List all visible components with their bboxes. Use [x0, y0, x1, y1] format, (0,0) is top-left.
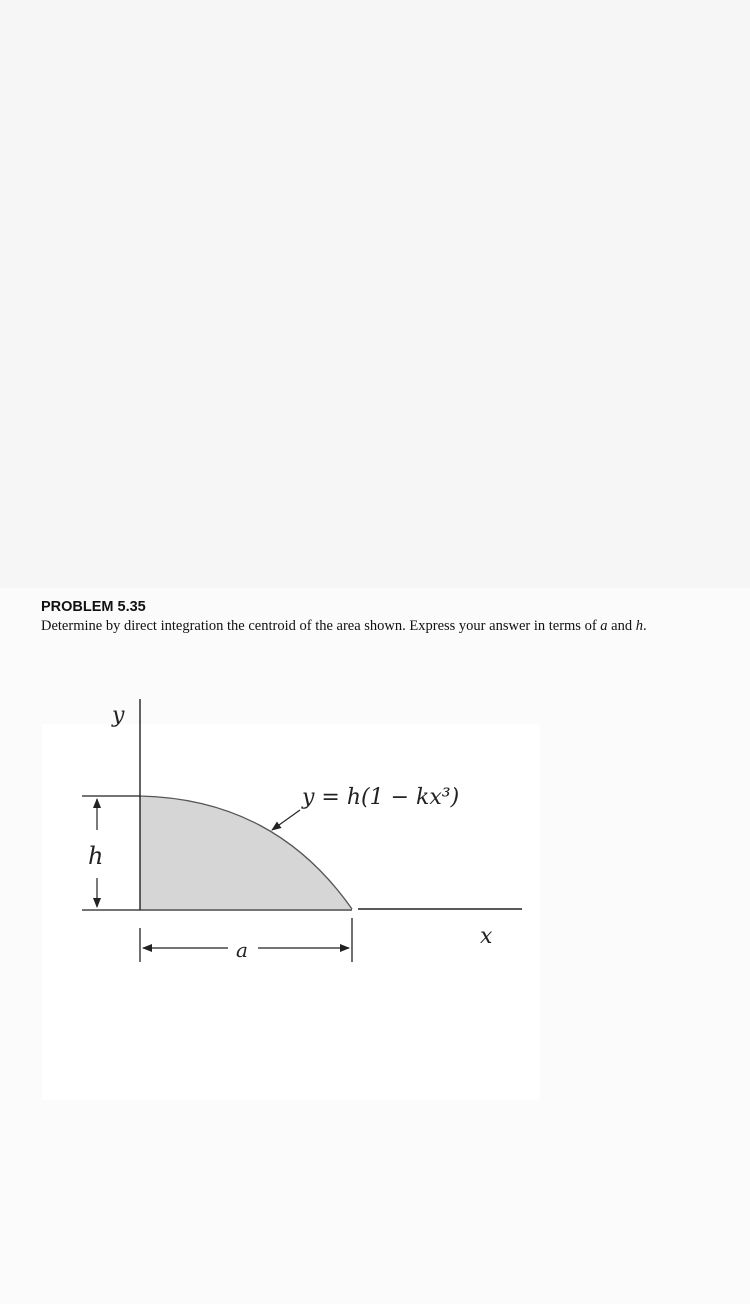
statement-text-middle: and	[607, 618, 636, 634]
y-axis-label: y	[112, 703, 125, 728]
statement-var-a: a	[600, 618, 608, 634]
statement-text-start: Determine by direct integration the centroid of the area shown. Express your answer in terms of	[41, 618, 601, 634]
x-axis-label: x	[480, 924, 493, 949]
curve-equation-label: y = h(1 − kx³)	[302, 785, 460, 810]
a-dimension-label: a	[236, 938, 248, 962]
h-dimension-label: h	[88, 842, 104, 870]
problem-title: PROBLEM 5.35	[41, 599, 146, 615]
shaded-area	[140, 796, 352, 909]
statement-var-h: h	[635, 618, 643, 634]
statement-text-end: .	[642, 618, 647, 634]
equation-leader-arrow	[272, 810, 300, 830]
